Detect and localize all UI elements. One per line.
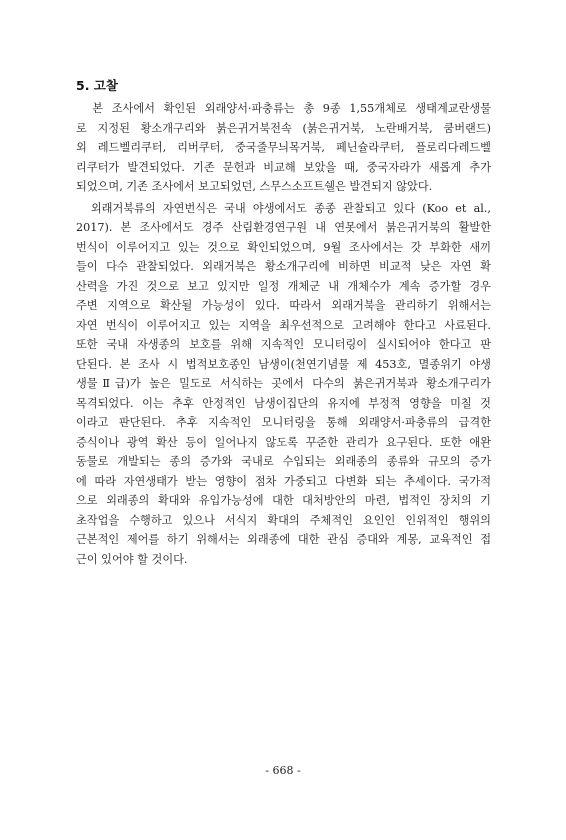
text-line: 본 조사에서 확인된 외래양서·파충류는 총 9종 1,55개체로 생태계교란생물 [76, 102, 491, 115]
text-line: 동물로 개발되는 종의 증가와 국내로 수입되는 외래종의 종류와 규모의 증가 [76, 455, 491, 468]
text-line: 산력을 가진 것으로 보고 있지만 일정 개체군 내 개체수가 계속 증가할 경우 [76, 279, 491, 293]
body-paragraph [76, 199, 491, 570]
body-paragraph [76, 99, 491, 197]
text-line: 으로 외래종의 확대와 유입가능성에 대한 대처방안의 마련, 법적인 장치의 기 [76, 494, 491, 507]
text-line: 목격되었다. 이는 추후 안정적인 남생이집단의 유지에 부정적 영향을 미칠 것 [76, 396, 491, 410]
section-heading: 5. 고찰 [76, 78, 118, 93]
text-line: 근이 있어야 할 것이다. [76, 552, 188, 566]
text-line: 증식이나 광역 확산 등이 일어나지 않도록 꾸준한 관리가 요구된다. 또한 애완 [76, 435, 491, 449]
text-line: 근본적인 제어를 하기 위해서는 외래종에 대한 관심 증대와 계몽, 교육적인 접 [76, 533, 491, 546]
text-line: 이라고 판단된다. 추후 지속적인 모니터링을 통해 외래양서·파충류의 급격한 [76, 416, 491, 429]
text-line: 되었으며, 기존 조사에서 보고되었던, 스무스소프트쉘은 발견되지 않았다. [76, 180, 433, 193]
text-line: 초작업을 수행하고 있으나 서식지 확대의 주체적인 요인인 인위적인 행위의 [76, 513, 491, 527]
text-line: 자연 번식이 이루어지고 있는 지역을 최우선적으로 고려해야 한다고 사료된다. [76, 318, 491, 332]
text-line: 단된다. 본 조사 시 법적보호종인 남생이(천연기념물 제 453호, 멸종위기 야생 [76, 357, 491, 371]
text-line: 생물Ⅱ급)가 높은 밀도로 서식하는 곳에서 다수의 붉은귀거북과 황소개구리가 [76, 377, 491, 390]
page-number: - 668 - [265, 764, 301, 777]
text-line: 주변 지역으로 확산될 가능성이 있다. 따라서 외래거북을 관리하기 위해서는 [76, 299, 491, 312]
text-line: 들이 다수 관찰되었다. 외래거북은 황소개구리에 비하면 비교적 낮은 자연 확 [76, 260, 491, 273]
page-content [76, 78, 491, 569]
text-line: 외 레드벨리쿠터, 리버쿠터, 중국줄무늬목거북, 페닌슐라쿠터, 플로리다레드벨 [76, 141, 491, 154]
text-line: 리쿠터가 발견되었다. 기존 문헌과 비교해 보았을 때, 중국자라가 새롭게 추가 [76, 160, 491, 174]
section-body [76, 99, 491, 569]
text-line: 에 따라 자연생태가 받는 영향이 점차 가중되고 다변화 되는 추세이다. 국가적 [76, 474, 491, 488]
text-line: 2017). 본 조사에서도 경주 산림환경연구원 내 연못에서 붉은귀거북의 활발한 [76, 221, 491, 234]
text-line: 번식이 이루어지고 있는 것으로 확인되었으며, 9월 조사에서는 갓 부화한 새끼 [76, 240, 491, 254]
text-line: 또한 국내 자생종의 보호를 위해 지속적인 모니터링이 실시되어야 한다고 판 [76, 338, 491, 351]
text-line: 로 지정된 황소개구리와 붉은귀거북전속 (붉은귀거북, 노란배거북, 쿰버랜드) [76, 121, 491, 135]
text-line: 외래거북류의 자연번식은 국내 야생에서도 종종 관찰되고 있다 (Koo et al., [76, 201, 491, 215]
